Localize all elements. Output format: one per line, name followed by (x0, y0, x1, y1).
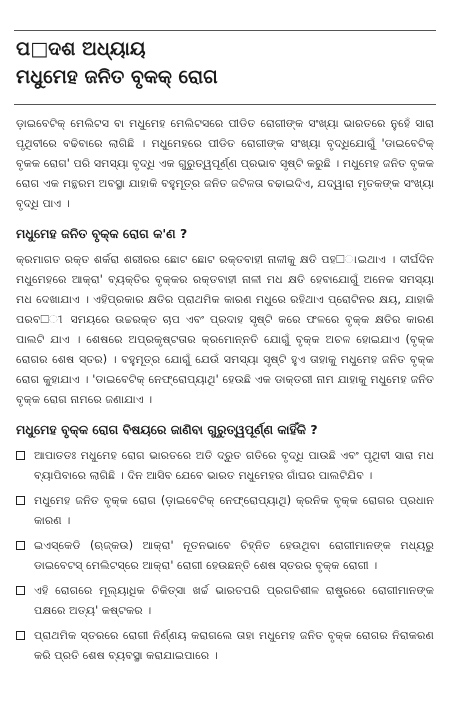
list-item-text: ମଧୁମେହ ଜନିତ ବୃକ୍କ ରୋଗ (ଡ଼ାଇବେଟିକ୍ ନେଫ୍ରୋପ୍ୟାଥି) କ୍ରନିକ ବୃକ୍କ ରୋଗର ପ୍ରଧାନ କାରଣ । (34, 494, 434, 527)
list-item (16, 581, 434, 621)
intro-paragraph: ଡ଼ାଇବେଟିକ୍ ମେଲିଟସ ବା ମଧୁମେହ ମେଲିଟସରେ ପୀଡିତ ରୋଗୀଙ୍କ ସଂଖ୍ୟା ଭାରତରେ ନୁହେଁ ସାରା ପୃଥିବୀରେ ବଢିବାରେ ଲାଗିଛି । ମଧୁମେହରେ ପୀଡିତ ରୋଗୀଙ୍କ ସଂଖ୍ୟା ବୃଦ୍ଧିଯୋଗୁଁ 'ଡାଇବେଟିକ୍ ବୃକକ ରୋଗ' ପରି ସମସ୍ୟା ବୃଦ୍ଧି ଏକ ଗୁରୁତ୍ୱପୂର୍ଣ୍ଣ ପ୍ରଭାବ ସୃଷ୍ଟି କରୁଛି । ମଧୁମେହ ଜନିତ ବୃକକ ରୋଗ ଏକ ମନ୍ଥରମ ଅବସ୍ଥା ଯାହାକି ବହୁମୂତ୍ର ଜନିତ ଜଟିଳତା ବଢାଇଦିଏ, ଯଦ୍ୱାରା ମୃତକଙ୍କ ସଂଖ୍ୟା ବୃଦ୍ଧି ପାଏ । (16, 117, 434, 210)
list-item (16, 536, 434, 576)
list-item-text: ପ୍ରାଥମିକ ସ୍ତରରେ ରୋଗୀ ନିର୍ଣ୍ଣୟ କରାଗଲେ ତାହା ମଧୁମେହ ଜନିତ ବୃକ୍କ ରୋଗର ନିରାକରଣ କରି ପ୍ରତି ଶେଷ ବ୍ୟବସ୍ଥା କରାଯାଇପାରେ । (34, 629, 434, 662)
section-heading-what-is: ମଧୁମେହ ଜନିତ ବୃକ୍କ ରୋଗ କ'ଣ ? (16, 226, 188, 241)
checkbox-square-icon (16, 496, 25, 505)
checkbox-square-icon (16, 586, 25, 595)
chapter-header (16, 36, 436, 90)
document-body (16, 114, 434, 671)
chapter-title: ମଧୁମେହ ଜନିତ ବୃକକ୍ ରୋଗ (16, 66, 218, 88)
list-item (16, 446, 434, 486)
title-rule (14, 104, 436, 105)
list-item-text: ଏହି ରୋଗରେ ମୂଲ୍ୟାଧିକ ଚିକିତ୍ସା ଖର୍ଚ୍ଚ ଭାରତପରି ପ୍ରଗତିଶୀଳ ରାଷ୍ଟ୍ରରେ ରୋଗୀମାନଙ୍କ ପକ୍ଷରେ ଅତ୍ୟ' କଷ୍ଟକର । (34, 584, 434, 617)
checkbox-square-icon (16, 451, 25, 460)
top-rule (14, 30, 436, 31)
chapter-label: ପ□ଦଶ ଅଧ୍ୟାୟ (16, 38, 146, 60)
list-item (16, 491, 434, 531)
list-item-text: ଇଏସ୍‌କେଡି (ଋଜ୍‌କଉ) ଆକ୍ରା' ନୂତନଭାବେ ଚିହ୍ନିତ ହେଉଥିବା ରୋଗୀମାନଙ୍କ ମଧ୍ୟରୁ ଡାଇବେଟସ୍ ମେଲିଟସ୍‌ରେ ଆକ୍ରା' ରୋଗୀ ହେଉଛନ୍ତି ଶେଷ ସ୍ତରର ବୃକ୍କ ରୋଗୀ । (34, 539, 434, 572)
list-item-text: ଆପାତତଃ ମଧୁମେହ ରୋଗ ଭାରତରେ ଅତି ଦ୍ରୁତ ଗତିରେ ବୃଦ୍ଧି ପାଉଛି ଏବଂ ପୃଥିବୀ ସାରା ମଧ ବ୍ୟାପିବାରେ ଲାଗିଛି । ଦିନ ଆସିବ ଯେବେ ଭାରତ ମଧୁମେହର ଗାଁଘର ପାଲଟିଯିବ । (34, 449, 434, 482)
section-heading-why-important: ମଧୁମେହ ବୃକ୍କ ରୋଗ ବିଷୟରେ ଜାଣିବା ଗୁରୁତ୍ୱପୂର୍ଣ୍ଣ କାହିଁକି ? (16, 422, 318, 437)
section-paragraph-what-is: କ୍ରମାଗତ ରକ୍ତ ଶର୍କରା ଶରୀରର ଛୋଟ ଛୋଟ ରକ୍ତବାହୀ ନାଳୀକୁ କ୍ଷତି ପହ□ାଇଥାଏ । ଦୀର୍ଘଦିନ ମଧୁମେହରେ ଆକ୍ରା' ବ୍ୟକ୍ତିର ବୃକ୍କର ରକ୍ତବାହୀ ନାଳୀ ମଧ କ୍ଷତି ହେବାଯୋଗୁଁ ଅନେକ ସମସ୍ୟା ମଧ ଦେଖାଯାଏ । ଏହିପ୍ରକାର କ୍ଷତିର ପ୍ରାଥମିକ କାରଣ ମଧୁରେ ରହିଥାଏ ପ୍ରୋଟିନର କ୍ଷୟ, ଯାହାକି ପରବ□ୀ ସମୟରେ ଉଚ୍ଚରକ୍ତ ଚାପ ଏବଂ ପ୍ରଦାହ ସୃଷ୍ଟି କରେ ଫଳରେ ବୃକ୍କ କ୍ଷତିର କାରଣ ପାଲଟି ଯାଏ । ଶେଷରେ ଅପ୍ରକୃଷ୍ଟତାର କ୍ରମୋନ୍ନତି ଯୋଗୁଁ ବୃକ୍କ ଅଚଳ ହୋଇଯାଏ (ବୃକ୍କ ରୋଗର ଶେଷ ସ୍ତର) । ବହୁମୂତ୍ର ଯୋଗୁଁ ଯେଉଁ ସମସ୍ୟା ସୃଷ୍ଟି ହୁଏ ତାହାକୁ ମଧୁମେହ ଜନିତ ବୃକ୍କ ରୋଗ କୁହାଯାଏ । 'ଡାଇବେଟିକ୍ ନେଫ୍ରୋପ୍ୟାଥି' ହେଉଛି ଏକ ଡାକ୍ତରୀ ନାମ ଯାହାକୁ ମଧୁମେହ ଜନିତ ବୃକ୍କ ରୋଗ ନାମରେ ଜଣାଯାଏ । (16, 253, 434, 406)
checkbox-square-icon (16, 631, 25, 640)
list-item (16, 626, 434, 666)
checkbox-square-icon (16, 541, 25, 550)
importance-list (16, 446, 434, 666)
